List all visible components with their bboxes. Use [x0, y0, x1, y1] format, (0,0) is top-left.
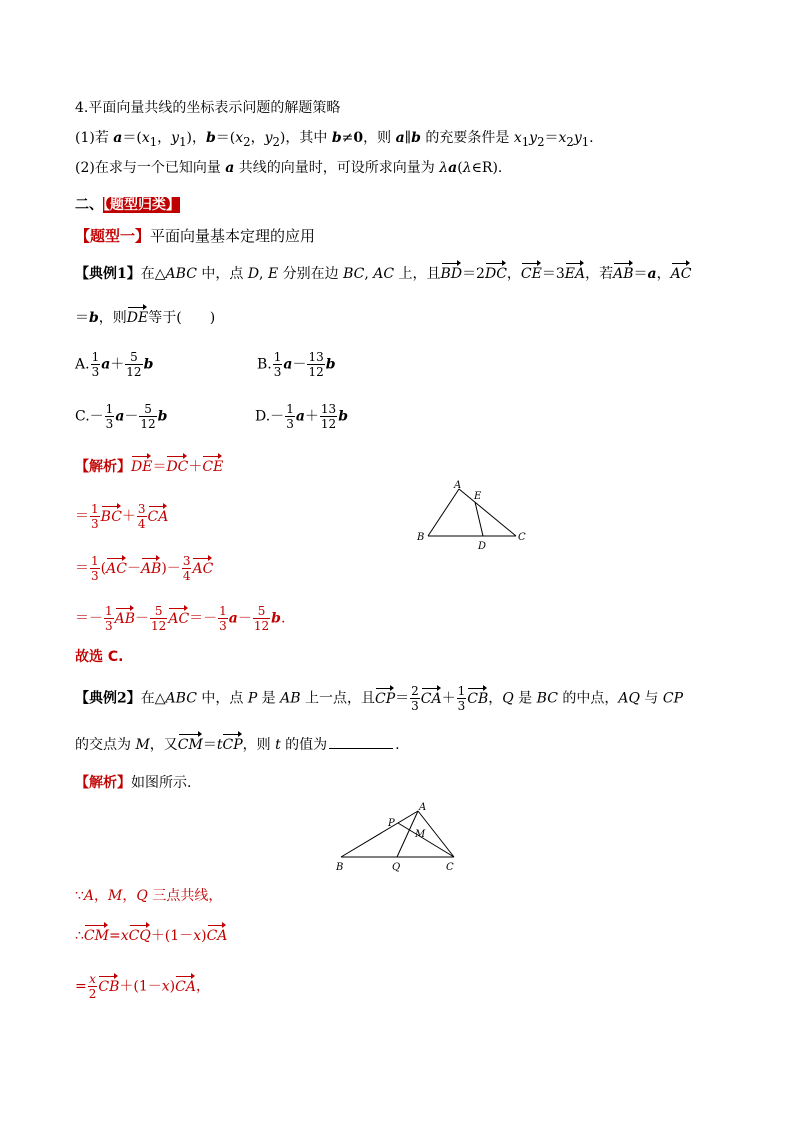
segment-cp: [398, 823, 454, 857]
var: x: [161, 978, 170, 995]
label-p: P: [388, 818, 395, 829]
numerator: 1: [273, 350, 282, 364]
option-a: [75, 350, 153, 379]
var: y: [573, 130, 582, 146]
text: 的中点，: [557, 690, 619, 707]
vector-a: a: [115, 408, 125, 425]
side-ac: [459, 489, 516, 536]
segment: AQ: [618, 690, 640, 707]
operator: ＋: [110, 356, 125, 373]
text: ).: [492, 160, 503, 176]
text: ＋: [188, 459, 203, 475]
text: 是: [257, 690, 281, 707]
fraction: [139, 402, 156, 431]
vector: AB: [115, 607, 135, 629]
vector-b: b: [271, 610, 281, 627]
denominator: 12: [253, 619, 270, 633]
vector-a: a: [283, 356, 293, 373]
sub: 2: [566, 134, 574, 149]
var: y: [171, 130, 180, 146]
vector-b: b: [89, 310, 99, 326]
numerator: 1: [105, 604, 113, 618]
text: 是: [513, 690, 537, 707]
vector: CA: [175, 975, 196, 997]
text: ＝3: [541, 266, 565, 282]
vector: DE: [127, 306, 148, 328]
segment-de: [475, 502, 483, 536]
point: D: [247, 266, 260, 282]
answer-blank: [329, 748, 393, 749]
text: ，: [122, 888, 137, 904]
solution-2-line-3: [75, 972, 210, 1001]
triangle-lines: [428, 489, 516, 536]
text: ,: [364, 266, 374, 282]
example-1-line-1: [75, 262, 691, 284]
vector-a: a: [113, 130, 123, 146]
text: ＝(: [122, 130, 142, 146]
text: ∴: [75, 928, 84, 944]
text: )，其中: [279, 130, 332, 146]
var: x: [513, 130, 522, 146]
strategy-point-2: [75, 158, 502, 178]
vector: CA: [148, 505, 169, 527]
vector: CE: [521, 262, 542, 284]
numerator: 1: [457, 684, 466, 698]
example-2-line-1: [75, 684, 683, 713]
example-tag: 【典例2】: [75, 690, 141, 707]
text: 如图所示.: [131, 775, 192, 791]
text: －: [126, 560, 141, 577]
point: Q: [136, 888, 148, 904]
fraction: [150, 604, 167, 633]
var: t: [216, 737, 223, 753]
var: x: [120, 928, 129, 944]
denominator: 3: [105, 417, 114, 431]
numerator: 1: [91, 502, 99, 516]
numerator: 1: [219, 604, 227, 618]
fraction: [307, 350, 324, 379]
vector: AC: [192, 557, 213, 579]
denominator: 12: [140, 417, 156, 431]
text: 上，且: [394, 266, 441, 282]
numerator: 5: [150, 604, 167, 619]
vector: BD: [441, 262, 463, 284]
vector: CP: [222, 733, 242, 755]
operator: －: [124, 408, 139, 425]
numerator: 3: [182, 554, 191, 568]
text: ＝: [202, 737, 217, 753]
zero-vector: 0: [353, 130, 364, 146]
text: 在△: [140, 266, 166, 282]
denominator: 3: [411, 699, 419, 713]
text: －: [237, 610, 252, 627]
text: ，: [488, 690, 503, 707]
text: ∈R: [471, 160, 493, 176]
vector: CE: [202, 455, 223, 477]
fraction: [182, 554, 192, 583]
text: 中，点: [196, 266, 248, 282]
lambda: λ: [439, 160, 449, 176]
section-number: 二、: [75, 197, 103, 213]
text: 共线的向量时，可设所求向量为: [234, 160, 440, 176]
type-heading: [75, 226, 315, 246]
var: y: [264, 130, 273, 146]
vector-a: a: [225, 160, 235, 176]
fraction: [218, 604, 228, 633]
var: t: [275, 737, 281, 753]
denominator: 2: [88, 987, 97, 1001]
text: ，: [94, 888, 109, 904]
sub: 1: [521, 134, 530, 149]
type-title: 平面向量基本定理的应用: [150, 227, 316, 245]
fraction: [320, 402, 337, 431]
vector: BC: [101, 505, 122, 527]
fraction: [273, 350, 283, 379]
sub: 2: [272, 134, 280, 149]
denominator: 4: [137, 517, 146, 531]
text: .: [280, 610, 286, 627]
triangle-figure-2: [330, 800, 464, 878]
solution-1-line-4: [75, 604, 285, 633]
text: ，: [157, 130, 172, 146]
text: (: [100, 560, 107, 577]
text: 与: [639, 690, 663, 707]
text: 的交点为: [75, 737, 136, 753]
label-a: A: [454, 480, 462, 491]
strategy-point-1: [75, 128, 594, 152]
text: ≠: [341, 130, 354, 146]
fraction: [125, 350, 142, 379]
vector-a: a: [295, 408, 305, 425]
text: .: [589, 130, 594, 146]
solution-tag: 【解析】: [75, 775, 131, 791]
text: ＝: [633, 266, 648, 282]
lambda: λ: [462, 160, 472, 176]
solution-1-line-1: [75, 455, 223, 477]
vector: DE: [131, 455, 152, 477]
sub: 1: [179, 134, 187, 149]
triangle-name: ABC: [165, 266, 197, 282]
text: －: [135, 610, 150, 627]
example-2-line-2: [75, 733, 400, 755]
vector-a: a: [228, 610, 238, 627]
numerator: 2: [411, 684, 419, 698]
vector: AC: [168, 607, 189, 629]
denominator: 12: [151, 619, 167, 633]
vector: DC: [485, 262, 507, 284]
denominator: 3: [91, 569, 99, 583]
point: Q: [502, 690, 514, 707]
text: ＝2: [462, 266, 485, 282]
point: M: [108, 888, 123, 904]
denominator: 3: [273, 365, 282, 379]
denominator: 3: [219, 619, 227, 633]
text: ＋(1－: [119, 978, 162, 995]
fraction: [90, 502, 100, 531]
label-c: C: [518, 532, 526, 543]
triangle-figure-1: [412, 478, 532, 550]
text: 等于( ): [148, 310, 216, 326]
option-c: [75, 402, 167, 431]
option-b: [257, 350, 336, 379]
vector-a: a: [448, 160, 458, 176]
text: ): [201, 928, 207, 944]
fraction: [104, 604, 114, 633]
vector-b: b: [338, 408, 348, 425]
text: ,: [259, 266, 268, 282]
triangle-name: ABC: [165, 690, 197, 707]
denominator: 12: [320, 417, 337, 431]
text: )－: [161, 560, 181, 577]
text: )，: [186, 130, 206, 146]
text: ，若: [585, 266, 614, 282]
text: ＝: [75, 310, 89, 326]
text: ＝: [75, 508, 89, 525]
solution-1-line-2: [75, 502, 168, 531]
option-label: B.: [257, 356, 272, 373]
section-heading: [75, 195, 180, 215]
denominator: 4: [182, 569, 191, 583]
label-e: E: [474, 491, 482, 502]
numerator: 5: [253, 604, 270, 619]
numerator: 13: [308, 350, 324, 364]
label-b: B: [417, 532, 425, 543]
vector: AC: [106, 557, 127, 579]
numerator: 1: [91, 350, 100, 364]
var: x: [193, 928, 202, 944]
text: ∥: [404, 130, 412, 146]
denominator: 12: [126, 365, 142, 379]
text: ，: [195, 978, 210, 995]
vector: CA: [421, 687, 442, 709]
vector-a: a: [647, 266, 657, 282]
vector: CQ: [129, 924, 151, 946]
vector-a: a: [101, 356, 111, 373]
segment: AC: [373, 266, 395, 282]
denominator: 3: [91, 517, 99, 531]
text: ＝: [395, 690, 410, 707]
fraction: [137, 502, 147, 531]
section-title: 【题型归类】: [103, 197, 180, 213]
text: .: [395, 737, 400, 753]
fraction: [88, 972, 98, 1001]
label-a: A: [419, 802, 427, 813]
vector-b: b: [411, 130, 421, 146]
text: =: [108, 928, 121, 944]
answer-1: 故选 C.: [75, 649, 124, 665]
denominator: 3: [105, 619, 113, 633]
label-c: C: [446, 862, 454, 873]
vector: EA: [565, 262, 585, 284]
vector-a: a: [395, 130, 405, 146]
fraction: [90, 554, 100, 583]
fraction: [253, 604, 270, 633]
point: P: [247, 690, 258, 707]
numerator: 3: [137, 502, 146, 516]
solution-2-line-2: [75, 924, 227, 946]
text: ，: [656, 266, 671, 282]
label-d: D: [478, 541, 487, 550]
solution-2-line-1: [75, 886, 222, 906]
segment: BC: [343, 266, 365, 282]
text: 分别在边: [278, 266, 344, 282]
side-ab: [428, 489, 459, 536]
fraction: [457, 684, 467, 713]
numerator: x: [89, 972, 96, 986]
text: 中，点: [196, 690, 248, 707]
text: ＝－: [75, 610, 103, 627]
text: ，又: [149, 737, 178, 753]
text: ＝－: [189, 610, 218, 627]
vector: CM: [84, 924, 109, 946]
vector: CP: [375, 687, 395, 709]
side-ab: [341, 811, 418, 857]
var: y: [529, 130, 538, 146]
vector: DC: [166, 455, 188, 477]
vector: CM: [178, 733, 203, 755]
text: 三点共线，: [147, 888, 223, 904]
vector-b: b: [325, 356, 336, 373]
text: (: [457, 160, 463, 176]
text: (2)在求与一个已知向量: [75, 160, 226, 176]
vector: AB: [141, 557, 161, 579]
example-tag: 【典例1】: [75, 266, 141, 282]
fraction: [91, 350, 101, 379]
section-4-title: 4.平面向量共线的坐标表示问题的解题策略: [75, 100, 341, 116]
fraction: [105, 402, 115, 431]
vector: CB: [467, 687, 488, 709]
label-q: Q: [392, 862, 401, 873]
text: ，则: [242, 737, 276, 753]
text: 上一点，且: [300, 690, 375, 707]
option-label: A.: [75, 356, 90, 373]
denominator: 3: [457, 699, 466, 713]
var: x: [235, 130, 244, 146]
numerator: 5: [125, 350, 142, 365]
text: (1)若: [75, 130, 114, 146]
sub: 1: [581, 134, 590, 149]
type-tag: 【题型一】: [75, 227, 151, 245]
segment: AB: [280, 690, 301, 707]
var: x: [558, 130, 567, 146]
text: 的值为: [280, 737, 328, 753]
segment: BC: [536, 690, 558, 707]
text: =: [75, 978, 87, 995]
vector: CA: [207, 924, 228, 946]
label-b: B: [336, 862, 344, 873]
vector-b: b: [331, 130, 342, 146]
numerator: 13: [320, 402, 337, 416]
vector-b: b: [205, 130, 216, 146]
operator: －: [292, 356, 307, 373]
text: ∵: [75, 888, 84, 904]
vector: AB: [613, 262, 633, 284]
operator: ＋: [304, 408, 319, 425]
denominator: 3: [286, 417, 294, 431]
sub: 1: [149, 134, 158, 149]
solution-2-intro: [75, 773, 191, 793]
text: ，则: [98, 310, 127, 326]
point: E: [267, 266, 279, 282]
text: ＝(: [215, 130, 236, 146]
numerator: 1: [286, 402, 294, 416]
sub: 2: [537, 134, 545, 149]
numerator: 1: [91, 554, 99, 568]
numerator: 1: [105, 402, 114, 416]
numerator: 5: [139, 402, 156, 417]
option-label: C.－: [75, 408, 104, 425]
text: ＋: [121, 508, 136, 525]
option-d: [255, 402, 348, 431]
point: A: [83, 888, 95, 904]
var: x: [141, 130, 150, 146]
segment: CP: [662, 690, 683, 707]
fraction: [410, 684, 420, 713]
denominator: 3: [91, 365, 100, 379]
text: ＝: [75, 560, 89, 577]
text: ): [169, 978, 176, 995]
text: 在△: [140, 690, 166, 707]
text: ＋: [441, 690, 456, 707]
sub: 2: [243, 134, 251, 149]
fraction: [285, 402, 295, 431]
denominator: 12: [308, 365, 324, 379]
example-1-line-2: [75, 306, 215, 328]
point: M: [135, 737, 150, 753]
solution-tag: 【解析】: [75, 459, 131, 475]
solution-1-line-3: [75, 554, 213, 583]
text: ＝: [152, 459, 167, 475]
vector: CB: [98, 975, 119, 997]
vector: AC: [671, 262, 692, 284]
text: ，则: [363, 130, 396, 146]
text: ，: [506, 266, 521, 282]
vector-b: b: [143, 356, 154, 373]
triangle-lines: [341, 811, 454, 857]
text: ＝: [544, 130, 559, 146]
label-m: M: [415, 829, 426, 840]
text: ＋(1－: [150, 928, 194, 944]
text: ，: [250, 130, 265, 146]
text: 的充要条件是: [420, 130, 514, 146]
option-label: D.－: [255, 408, 285, 425]
vector-b: b: [157, 408, 168, 425]
